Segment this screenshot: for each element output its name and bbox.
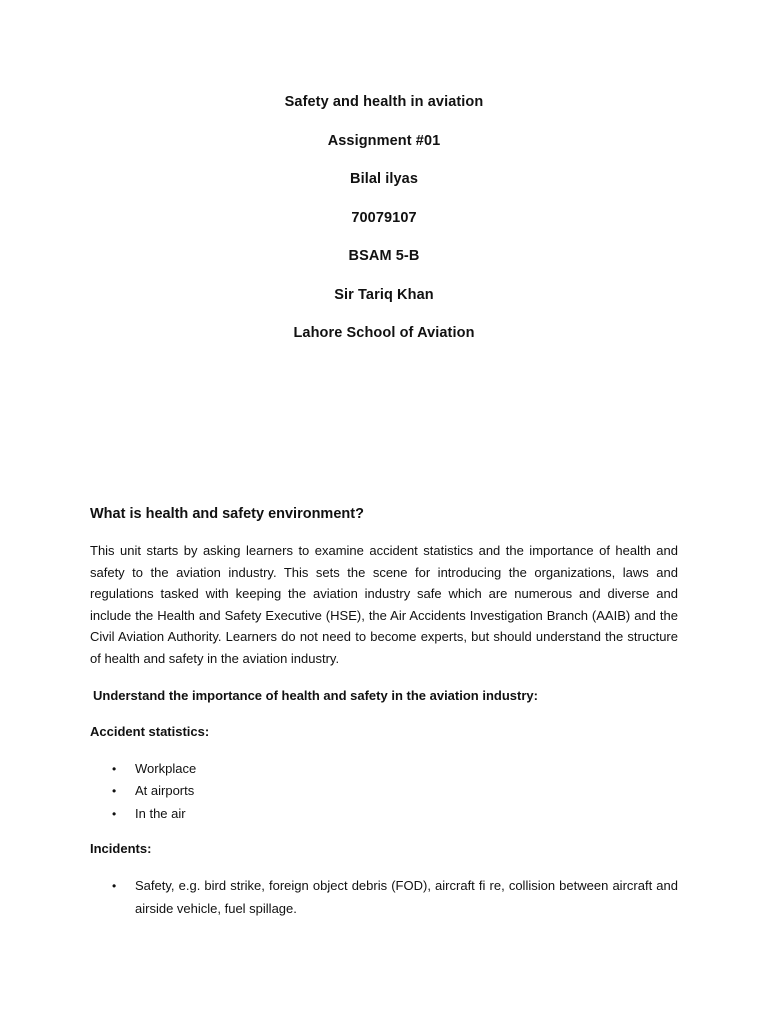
student-id: 70079107 bbox=[351, 209, 417, 226]
list-item bbox=[90, 875, 678, 920]
accident-statistics-list bbox=[90, 758, 678, 826]
cover-title-block bbox=[0, 92, 768, 362]
incidents-heading: Incidents: bbox=[90, 841, 152, 857]
class-section: BSAM 5-B bbox=[348, 248, 420, 264]
body-content bbox=[90, 503, 678, 934]
document-title: Safety and health in aviation bbox=[284, 94, 484, 110]
assignment-number: Assignment #01 bbox=[327, 132, 441, 149]
student-name: Bilal ilyas bbox=[350, 171, 418, 187]
list-item-text: Safety, e.g. bird strike, foreign object debris (FOD), aircraft fi re, collision between aircraft and airside vehicle, fuel spillage. bbox=[135, 878, 678, 916]
list-item bbox=[90, 780, 678, 803]
accident-statistics-heading: Accident statistics: bbox=[90, 723, 210, 739]
section-heading: What is health and safety environment? bbox=[90, 506, 364, 522]
bullet-icon: • bbox=[112, 806, 117, 821]
list-item bbox=[90, 758, 678, 781]
institution-name: Lahore School of Aviation bbox=[293, 325, 475, 341]
bullet-icon: • bbox=[112, 761, 117, 776]
incidents-list bbox=[90, 875, 678, 920]
bullet-icon: • bbox=[112, 879, 117, 894]
bullet-icon: • bbox=[112, 784, 117, 799]
list-item-text: At airports bbox=[135, 783, 195, 799]
importance-heading: Understand the importance of health and safety in the aviation industry: bbox=[93, 687, 538, 703]
list-item-text: In the air bbox=[135, 805, 186, 821]
list-item-text: Workplace bbox=[135, 760, 197, 776]
intro-paragraph: This unit starts by asking learners to examine accident statistics and the importance of health and safety to the aviation industry. This sets the scene for introducing the organizations, laws and regulations tasked with keeping the aviation industry safe which are numerous and diverse and include the Health and Safety Executive (HSE), the Air Accidents Investigation Branch (AAIB) and the Civil Aviation Authority. Learners do not need to become experts, but should understand the structure of health and safety in the aviation industry. bbox=[90, 543, 678, 666]
list-item bbox=[90, 803, 678, 826]
instructor-name: Sir Tariq Khan bbox=[334, 286, 434, 303]
